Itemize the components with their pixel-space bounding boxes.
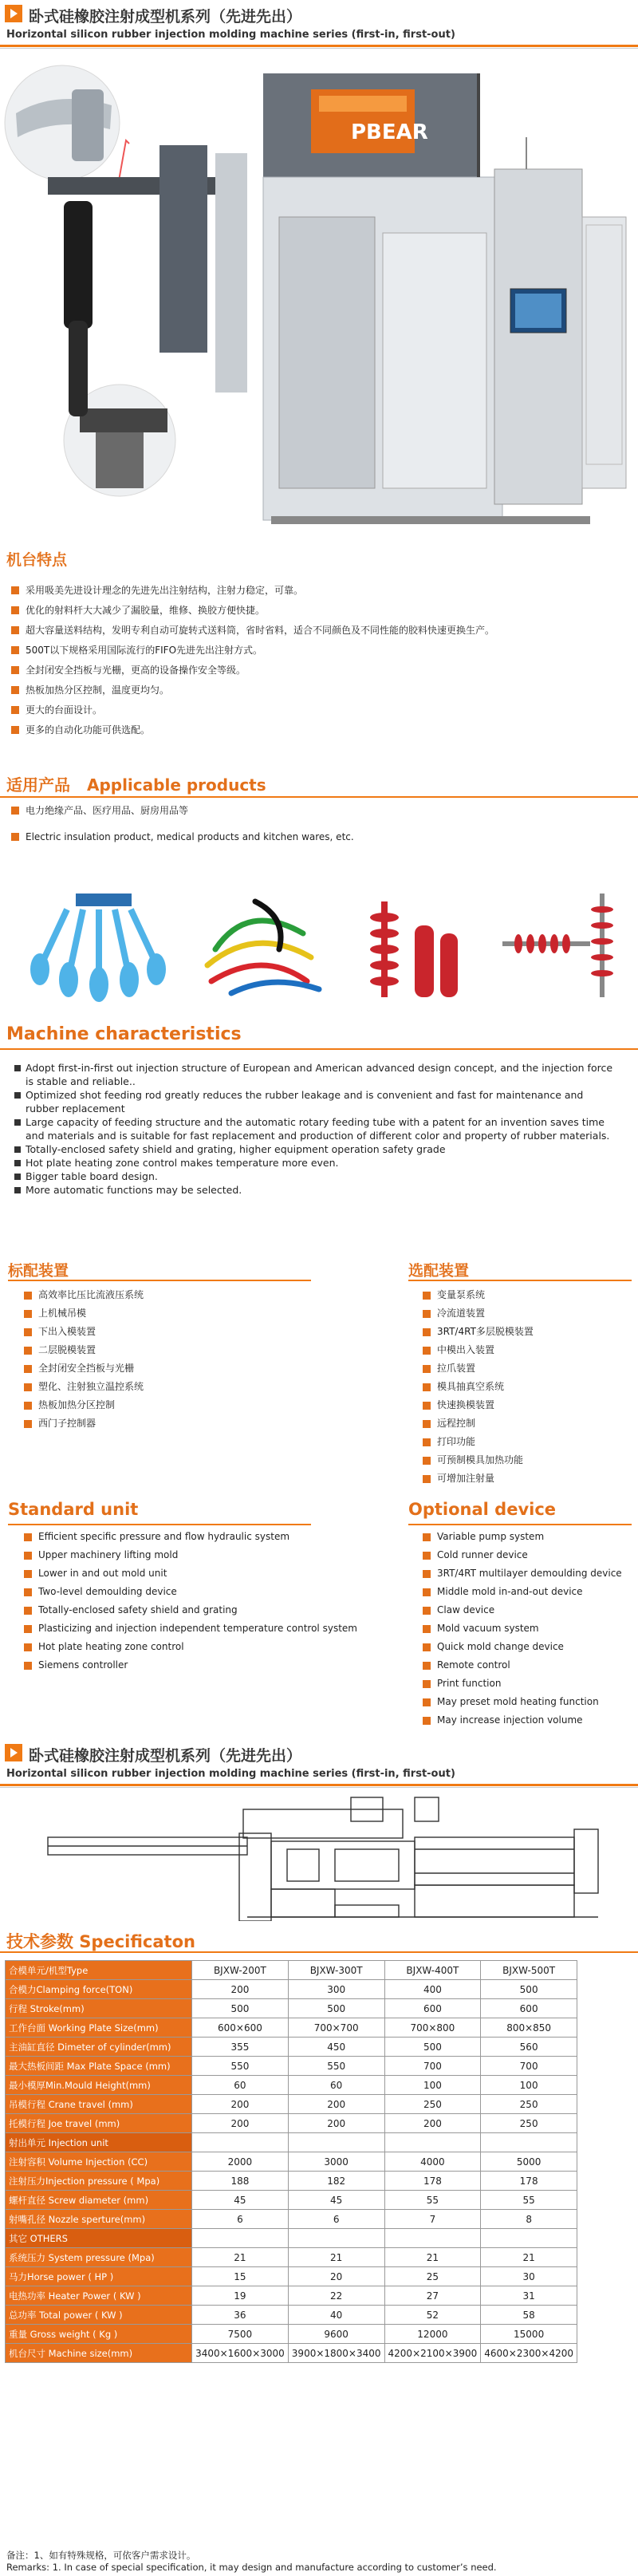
table-row xyxy=(6,2267,577,2286)
table-cell: 450 xyxy=(288,2038,384,2057)
row-label: 主油缸直径 Dimeter of cylinder(mm) xyxy=(6,2038,192,2057)
table-cell: 21 xyxy=(384,2248,481,2267)
list-item: 高效率比压比流液压系统 xyxy=(22,1286,144,1304)
table-cell: 52 xyxy=(384,2306,481,2325)
remarks-cn: 备注：1、如有特殊规格，可依客户需求设计。 xyxy=(6,2550,196,2561)
row-label: 电热功率 Heater Power ( KW ) xyxy=(6,2286,192,2306)
list-item: 中模出入装置 xyxy=(421,1341,534,1359)
table-cell: 200 xyxy=(192,2114,289,2133)
machine-photo xyxy=(0,57,638,544)
header-divider-thin xyxy=(0,1787,638,1788)
table-header-cell: 合模单元/机型Type xyxy=(6,1961,192,1980)
table-cell: 200 xyxy=(192,2095,289,2114)
table-cell xyxy=(288,2229,384,2248)
row-label: 最大热板间距 Max Plate Space (mm) xyxy=(6,2057,192,2076)
table-cell: 40 xyxy=(288,2306,384,2325)
list-item: Upper machinery lifting mold xyxy=(22,1546,357,1564)
table-header-cell: BJXW-200T xyxy=(192,1961,289,1980)
list-item: Bigger table board design. xyxy=(13,1170,619,1183)
table-row xyxy=(6,2191,577,2210)
play-icon xyxy=(5,5,22,22)
table-cell: 250 xyxy=(481,2095,577,2114)
table-header-cell: BJXW-300T xyxy=(288,1961,384,1980)
products-photo xyxy=(0,886,638,1009)
list-item: 冷流道装置 xyxy=(421,1304,534,1323)
table-cell: 560 xyxy=(481,2038,577,2057)
row-label: 注射容积 Volume Injection (CC) xyxy=(6,2152,192,2172)
table-cell xyxy=(192,2133,289,2152)
list-item: Optimized shot feeding rod greatly reduces the rubber leakage and is convenient and fast for maintenance and rubber replacement xyxy=(13,1088,619,1115)
table-row xyxy=(6,2229,577,2248)
table-cell: 3400×1600×3000 xyxy=(192,2344,289,2363)
table-cell: 21 xyxy=(192,2248,289,2267)
table-cell: 4200×2100×3900 xyxy=(384,2344,481,2363)
list-item: 打印功能 xyxy=(421,1433,534,1451)
table-row xyxy=(6,2172,577,2191)
applicable-title-cn: 适用产品 xyxy=(6,775,70,795)
list-item: 优化的射料杆大大减少了漏胶量，维修、换胶方便快捷。 xyxy=(10,601,494,621)
table-cell: 6 xyxy=(288,2210,384,2229)
table-cell: 27 xyxy=(384,2286,481,2306)
table-cell: 15000 xyxy=(481,2325,577,2344)
standard-cn-list xyxy=(22,1286,144,1433)
applicable-list xyxy=(10,801,354,847)
list-item: 塑化、注射独立温控系统 xyxy=(22,1378,144,1396)
table-cell: 600 xyxy=(384,1999,481,2018)
play-icon xyxy=(5,1744,22,1761)
list-item: 3RT/4RT多层脱模装置 xyxy=(421,1323,534,1341)
table-cell: 500 xyxy=(192,1999,289,2018)
list-item: Large capacity of feeding structure and the automatic rotary feeding tube with a patent for an invention saves time and materials and is suitable for fast replacement and production of different color and property of rubber materials. xyxy=(13,1115,619,1142)
table-cell: 60 xyxy=(288,2076,384,2095)
table-cell: 178 xyxy=(481,2172,577,2191)
table-row xyxy=(6,2210,577,2229)
row-label: 吊模行程 Crane travel (mm) xyxy=(6,2095,192,2114)
header-1 xyxy=(0,0,638,48)
header-title-cn: 卧式硅橡胶注射成型机系列（先进先出） xyxy=(29,8,302,26)
list-item: Totally-enclosed safety shield and grating, higher equipment operation safety grade xyxy=(13,1142,619,1156)
row-label: 行程 Stroke(mm) xyxy=(6,1999,192,2018)
table-cell xyxy=(481,2229,577,2248)
table-row xyxy=(6,2286,577,2306)
table-cell: 250 xyxy=(481,2114,577,2133)
list-item: 500T以下规格采用国际流行的FIFO先进先出注射方式。 xyxy=(10,641,494,661)
table-cell: 200 xyxy=(384,2114,481,2133)
characteristics-title: Machine characteristics xyxy=(6,1024,242,1044)
list-item: 变量泵系统 xyxy=(421,1286,534,1304)
table-cell: 500 xyxy=(288,1999,384,2018)
list-item: More automatic functions may be selected. xyxy=(13,1183,619,1197)
header-divider-thin xyxy=(0,48,638,49)
list-item: Print function xyxy=(421,1675,622,1693)
red-insulators-image xyxy=(370,901,458,997)
table-header-cell: BJXW-500T xyxy=(481,1961,577,1980)
medical-tubes-image xyxy=(207,901,319,993)
applicable-title-en: Applicable products xyxy=(86,775,266,795)
table-cell: 20 xyxy=(288,2267,384,2286)
table-row xyxy=(6,1999,577,2018)
table-cell: 2000 xyxy=(192,2152,289,2172)
features-list xyxy=(10,581,494,740)
table-cell: 12000 xyxy=(384,2325,481,2344)
list-item: Mold vacuum system xyxy=(421,1619,622,1638)
table-cell: 3900×1800×3400 xyxy=(288,2344,384,2363)
table-cell: 300 xyxy=(288,1980,384,1999)
list-item: 热板加热分区控制 xyxy=(22,1396,144,1414)
list-item: 模具抽真空系统 xyxy=(421,1378,534,1396)
list-item: 远程控制 xyxy=(421,1414,534,1433)
table-row xyxy=(6,2038,577,2057)
list-item: Quick mold change device xyxy=(421,1638,622,1656)
table-cell: 7 xyxy=(384,2210,481,2229)
table-cell: 500 xyxy=(384,2038,481,2057)
table-cell: 30 xyxy=(481,2267,577,2286)
characteristics-divider xyxy=(0,1048,638,1050)
applicable-title xyxy=(6,772,266,795)
table-cell xyxy=(192,2229,289,2248)
header-divider xyxy=(0,45,638,47)
row-label: 射嘴孔径 Nozzle sperture(mm) xyxy=(6,2210,192,2229)
table-cell: 21 xyxy=(288,2248,384,2267)
standard-cn-divider xyxy=(8,1280,311,1281)
table-cell: 355 xyxy=(192,2038,289,2057)
list-item: 西门子控制器 xyxy=(22,1414,144,1433)
table-row xyxy=(6,2306,577,2325)
features-title: 机台特点 xyxy=(6,551,68,569)
table-cell xyxy=(481,2133,577,2152)
list-item: Claw device xyxy=(421,1601,622,1619)
table-cell: 800×850 xyxy=(481,2018,577,2038)
list-item: Hot plate heating zone control makes temperature more even. xyxy=(13,1156,619,1170)
table-cell: 45 xyxy=(288,2191,384,2210)
list-item: Electric insulation product, medical products and kitchen wares, etc. xyxy=(10,827,354,847)
table-cell: 200 xyxy=(288,2095,384,2114)
table-row xyxy=(6,2248,577,2267)
list-item: Remote control xyxy=(421,1656,622,1675)
row-label: 托模行程 Joe travel (mm) xyxy=(6,2114,192,2133)
table-row xyxy=(6,2133,577,2152)
row-label: 重量 Gross weight ( Kg ) xyxy=(6,2325,192,2344)
table-cell: 5000 xyxy=(481,2152,577,2172)
table-header-row xyxy=(6,1961,577,1980)
brand-logo: PBEAR xyxy=(351,120,428,144)
table-cell: 55 xyxy=(481,2191,577,2210)
list-item: 上机械吊模 xyxy=(22,1304,144,1323)
kitchen-utensils-image xyxy=(30,894,166,1002)
list-item: 快速换模装置 xyxy=(421,1396,534,1414)
list-item: May increase injection volume xyxy=(421,1711,622,1730)
row-label: 马力Horse power ( HP ) xyxy=(6,2267,192,2286)
table-cell: 31 xyxy=(481,2286,577,2306)
list-item: 采用吸美先进设计理念的先进先出注射结构，注射力稳定，可靠。 xyxy=(10,581,494,601)
table-row xyxy=(6,2057,577,2076)
standard-en-list xyxy=(22,1528,357,1675)
row-label: 其它 OTHERS xyxy=(6,2229,192,2248)
table-cell: 15 xyxy=(192,2267,289,2286)
table-cell: 22 xyxy=(288,2286,384,2306)
header-title-en: Horizontal silicon rubber injection molding machine series (first-in, first-out) xyxy=(6,29,455,41)
list-item: 电力绝缘产品、医疗用品、厨房用品等 xyxy=(10,801,354,821)
row-label: 总功率 Total power ( KW ) xyxy=(6,2306,192,2325)
list-item: 拉爪装置 xyxy=(421,1359,534,1378)
list-item: 全封闭安全挡板与光栅，更高的设备操作安全等级。 xyxy=(10,661,494,680)
list-item: 热板加热分区控制，温度更均匀。 xyxy=(10,680,494,700)
list-item: Middle mold in-and-out device xyxy=(421,1583,622,1601)
optional-cn-divider xyxy=(408,1280,632,1281)
row-label: 射出单元 Injection unit xyxy=(6,2133,192,2152)
list-item: Siemens controller xyxy=(22,1656,357,1675)
list-item: 更多的自动化功能可供选配。 xyxy=(10,720,494,740)
table-cell: 550 xyxy=(288,2057,384,2076)
spec-table xyxy=(5,1960,577,2363)
table-cell: 188 xyxy=(192,2172,289,2191)
table-cell xyxy=(384,2229,481,2248)
table-cell: 700×700 xyxy=(288,2018,384,2038)
table-row xyxy=(6,2076,577,2095)
list-item: 下出入模装置 xyxy=(22,1323,144,1341)
header-title-cn: 卧式硅橡胶注射成型机系列（先进先出） xyxy=(29,1747,302,1765)
standard-cn-title: 标配装置 xyxy=(8,1262,69,1280)
list-item: May preset mold heating function xyxy=(421,1693,622,1711)
row-label: 机台尺寸 Machine size(mm) xyxy=(6,2344,192,2363)
table-row xyxy=(6,2095,577,2114)
table-cell: 7500 xyxy=(192,2325,289,2344)
characteristics-list xyxy=(13,1061,619,1197)
table-cell: 45 xyxy=(192,2191,289,2210)
table-cell: 700 xyxy=(384,2057,481,2076)
remarks xyxy=(6,2550,636,2574)
optional-en-divider xyxy=(408,1524,632,1525)
table-cell: 100 xyxy=(384,2076,481,2095)
table-cell: 200 xyxy=(192,1980,289,1999)
row-label: 合模力Clamping force(TON) xyxy=(6,1980,192,1999)
list-item: 更大的台面设计。 xyxy=(10,700,494,720)
table-cell xyxy=(288,2133,384,2152)
table-cell: 21 xyxy=(481,2248,577,2267)
remarks-en: Remarks: 1. In case of special specification, it may design and manufacture according to customer’s need. xyxy=(6,2562,497,2573)
list-item: 可增加注射量 xyxy=(421,1469,534,1488)
table-cell: 36 xyxy=(192,2306,289,2325)
optional-cn-list xyxy=(421,1286,534,1488)
list-item: Efficient specific pressure and flow hydraulic system xyxy=(22,1528,357,1546)
table-row xyxy=(6,2152,577,2172)
list-item: Cold runner device xyxy=(421,1546,622,1564)
list-item: 超大容量送料结构，发明专利自动可旋转式送料筒，省时省料，适合不同颜色及不同性能的胶料快速更换生产。 xyxy=(10,621,494,641)
table-row xyxy=(6,2325,577,2344)
list-item: 二层脱模装置 xyxy=(22,1341,144,1359)
table-cell: 100 xyxy=(481,2076,577,2095)
row-label: 注射压力Injection pressure ( Mpa) xyxy=(6,2172,192,2191)
header-title-en: Horizontal silicon rubber injection molding machine series (first-in, first-out) xyxy=(6,1768,455,1780)
optional-en-title: Optional device xyxy=(408,1500,557,1519)
table-cell: 25 xyxy=(384,2267,481,2286)
table-cell: 250 xyxy=(384,2095,481,2114)
table-cell: 700 xyxy=(481,2057,577,2076)
table-cell: 600 xyxy=(481,1999,577,2018)
spec-title: 技术参数 Specificaton xyxy=(6,1932,195,1951)
header-divider xyxy=(0,1784,638,1786)
table-cell: 4600×2300×4200 xyxy=(481,2344,577,2363)
table-cell: 60 xyxy=(192,2076,289,2095)
header-2 xyxy=(0,1739,638,1787)
applicable-divider xyxy=(0,796,638,798)
table-row xyxy=(6,2344,577,2363)
list-item: Hot plate heating zone control xyxy=(22,1638,357,1656)
table-cell: 200 xyxy=(288,2114,384,2133)
table-cell: 550 xyxy=(192,2057,289,2076)
table-cell: 500 xyxy=(481,1980,577,1999)
table-cell: 8 xyxy=(481,2210,577,2229)
standard-en-divider xyxy=(8,1524,311,1525)
machine-drawing xyxy=(0,1793,638,1921)
spec-divider xyxy=(0,1951,638,1953)
table-row xyxy=(6,2018,577,2038)
table-cell: 19 xyxy=(192,2286,289,2306)
table-cell: 6 xyxy=(192,2210,289,2229)
optional-cn-title: 选配装置 xyxy=(408,1262,470,1280)
list-item: Totally-enclosed safety shield and grating xyxy=(22,1601,357,1619)
list-item: Two-level demoulding device xyxy=(22,1583,357,1601)
list-item: Lower in and out mold unit xyxy=(22,1564,357,1583)
table-cell: 55 xyxy=(384,2191,481,2210)
list-item: Plasticizing and injection independent temperature control system xyxy=(22,1619,357,1638)
table-cell: 58 xyxy=(481,2306,577,2325)
list-item: Variable pump system xyxy=(421,1528,622,1546)
table-cell: 400 xyxy=(384,1980,481,1999)
optional-en-list xyxy=(421,1528,622,1730)
row-label: 螺杆直径 Screw diameter (mm) xyxy=(6,2191,192,2210)
table-cell: 182 xyxy=(288,2172,384,2191)
table-cell: 600×600 xyxy=(192,2018,289,2038)
table-row xyxy=(6,2114,577,2133)
table-cell xyxy=(384,2133,481,2152)
row-label: 最小模厚Min.Mould Height(mm) xyxy=(6,2076,192,2095)
table-cell: 3000 xyxy=(288,2152,384,2172)
row-label: 工作台面 Working Plate Size(mm) xyxy=(6,2018,192,2038)
list-item: 3RT/4RT multilayer demoulding device xyxy=(421,1564,622,1583)
standard-en-title: Standard unit xyxy=(8,1500,139,1519)
table-cell: 700×800 xyxy=(384,2018,481,2038)
list-item: Adopt first-in-first out injection structure of European and American advanced design concept, and the injection force is stable and reliable.. xyxy=(13,1061,619,1088)
list-item: 全封闭安全挡板与光栅 xyxy=(22,1359,144,1378)
list-item: 可预制模具加热功能 xyxy=(421,1451,534,1469)
table-cell: 178 xyxy=(384,2172,481,2191)
row-label: 系统压力 System pressure (Mpa) xyxy=(6,2248,192,2267)
long-insulators-image xyxy=(502,894,613,997)
table-cell: 9600 xyxy=(288,2325,384,2344)
table-header-cell: BJXW-400T xyxy=(384,1961,481,1980)
table-row xyxy=(6,1980,577,1999)
table-cell: 4000 xyxy=(384,2152,481,2172)
